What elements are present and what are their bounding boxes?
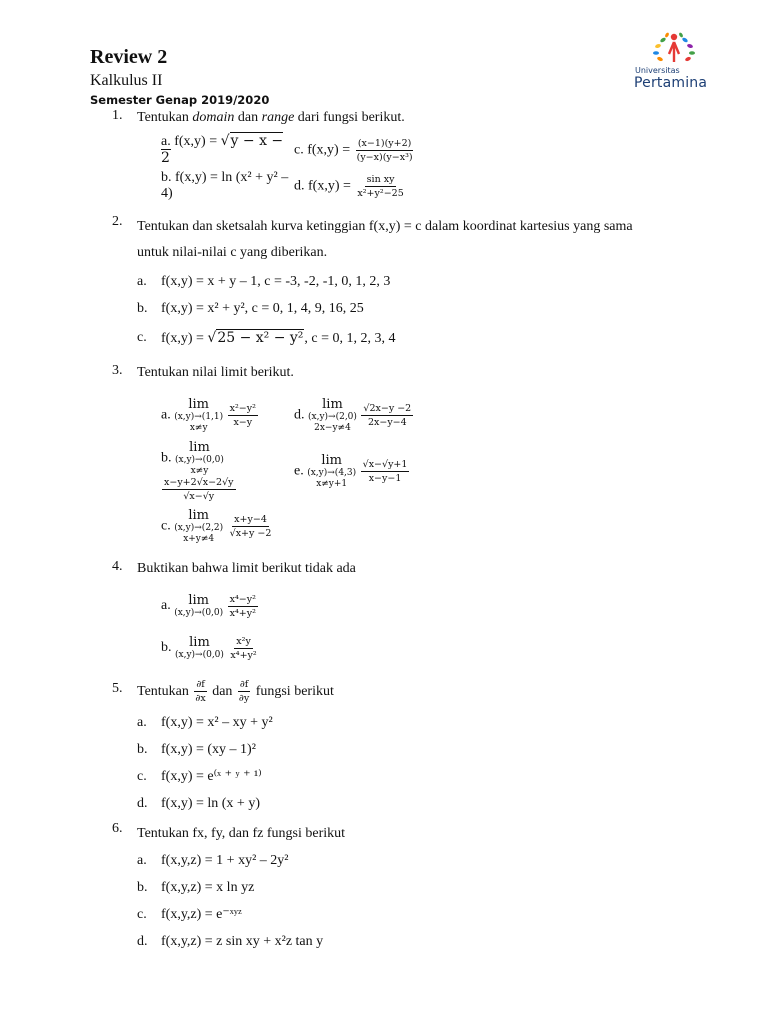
limit-point: (x,y)→(2,2) <box>174 522 224 533</box>
question-text: Tentukan domain dan range dari fungsi berikut. <box>137 110 405 125</box>
q3-item-d <box>294 397 414 434</box>
q4b-fraction <box>228 636 258 661</box>
q3-item-b <box>137 440 294 502</box>
item-label: b. <box>161 170 172 185</box>
q6b-expression: f(x,y,z) = x ln yz <box>161 880 255 895</box>
denominator: ∂x <box>195 693 206 705</box>
partial-y-fraction <box>237 679 251 704</box>
question-4 <box>112 559 712 669</box>
numerator: (x−1)(y+2) <box>357 137 412 149</box>
document-header <box>90 46 269 107</box>
limit-operator <box>174 397 223 434</box>
item-label: a. <box>137 715 147 730</box>
numerator: √x−√y+1 <box>362 458 408 470</box>
question-list <box>112 108 712 955</box>
numerator: √2x−y −2 <box>363 402 412 414</box>
limit-condition: x≠y <box>189 422 208 433</box>
q5a-expression: f(x,y) = x² – xy + y² <box>161 715 273 730</box>
denominator: 2x−y−4 <box>367 416 407 428</box>
q3-item-c <box>137 508 437 545</box>
q1c-fraction <box>355 138 415 163</box>
university-logo <box>634 32 714 96</box>
denominator: √x−√y <box>183 491 215 502</box>
q4-row-b <box>137 627 712 669</box>
q3-row-be <box>137 440 712 502</box>
item-label: d. <box>137 796 148 811</box>
item-label: d. <box>294 178 305 194</box>
q3-row-ad <box>137 387 712 443</box>
item-label: d. <box>294 407 305 423</box>
numerator: x−y+2√x−2√y <box>164 477 234 488</box>
numerator: x⁴−y² <box>229 593 256 605</box>
limit-operator <box>175 635 224 661</box>
item-label: b. <box>137 880 148 895</box>
item-label: a. <box>161 407 171 423</box>
item-label: b. <box>161 640 172 656</box>
limit-point: (x,y)→(4,3) <box>307 467 357 478</box>
numerator: x+y−4 <box>234 513 267 525</box>
item-label: e. <box>294 463 304 479</box>
denominator: (y−x)(y−x³) <box>356 151 413 163</box>
q1-item-c <box>294 138 416 163</box>
q5c-expression: f(x,y) = e⁽ˣ ⁺ ʸ ⁺ ¹⁾ <box>161 769 262 784</box>
limit-condition: 2x−y≠4 <box>314 422 351 433</box>
q6c-expression: f(x,y,z) = e⁻ˣʸᶻ <box>161 907 242 922</box>
page-title: Review 2 <box>90 46 168 68</box>
limit-operator <box>175 440 224 477</box>
q1-item-b <box>137 170 294 202</box>
q4-row-a <box>137 585 712 627</box>
q5b-expression: f(x,y) = (xy – 1)² <box>161 742 256 757</box>
numerator: sin xy <box>366 173 395 185</box>
item-label: a. <box>137 853 147 868</box>
numerator: ∂f <box>239 679 249 691</box>
q2c-sqrt: √25 − x² − y² <box>207 330 304 346</box>
q2c-lhs: f(x,y) = <box>161 331 204 346</box>
limit-condition: x+y≠4 <box>183 533 215 544</box>
denominator: √x+y −2 <box>229 527 272 539</box>
q3c-fraction <box>228 514 274 539</box>
question-5 <box>112 677 712 817</box>
numerator: x²−y² <box>229 402 256 414</box>
item-label: c. <box>137 907 147 922</box>
q1c-lhs: f(x,y) = <box>307 142 351 158</box>
q2-item-b <box>137 295 712 322</box>
q4-item-b <box>137 635 437 661</box>
lim-word: lim <box>188 396 209 412</box>
question-number: 5. <box>112 681 123 696</box>
numerator: x²y <box>236 635 251 647</box>
q3-item-a <box>137 397 294 434</box>
lim-word: lim <box>188 507 209 523</box>
lim-word: lim <box>189 635 210 650</box>
question-number: 4. <box>112 559 123 574</box>
item-label: c. <box>161 518 171 534</box>
item-label: c. <box>294 142 304 158</box>
item-label: c. <box>137 769 147 784</box>
item-label: b. <box>161 450 172 466</box>
q1a-sqrt: √y − x − 2 <box>161 133 284 166</box>
q1-item-a <box>137 133 294 167</box>
q1d-fraction <box>355 174 405 199</box>
q5-item-c <box>137 763 712 790</box>
q1a-radicand: y − x − 2 <box>161 133 284 166</box>
question-6 <box>112 821 712 955</box>
q3d-fraction <box>361 403 413 428</box>
logo-text-universitas: Universitas <box>635 66 680 75</box>
question-number: 1. <box>112 108 123 123</box>
q6d-expression: f(x,y,z) = z sin xy + x²z tan y <box>161 934 324 949</box>
question-text: Tentukan fx, fy, dan fz fungsi berikut <box>137 826 346 841</box>
question-number: 3. <box>112 363 123 378</box>
limit-operator <box>174 593 223 619</box>
q2b-expression: f(x,y) = x² + y², c = 0, 1, 4, 9, 16, 25 <box>161 301 364 316</box>
q2c-radicand: 25 − x² − y² <box>217 330 304 346</box>
numerator: ∂f <box>196 679 205 691</box>
question-text <box>137 677 712 707</box>
limit-point: (x,y)→(1,1) <box>174 411 224 422</box>
q5-item-d <box>137 790 712 817</box>
q2-item-c <box>137 322 712 355</box>
logo-figure-icon <box>634 32 714 66</box>
item-label: d. <box>137 934 148 949</box>
q1-row-ac <box>137 132 712 168</box>
q6-item-b <box>137 874 712 901</box>
q5-mid: dan <box>212 684 233 699</box>
q5-post: fungsi berikut <box>255 684 334 699</box>
limit-operator <box>174 508 223 545</box>
denominator: x−y <box>233 416 253 428</box>
q6a-expression: f(x,y,z) = 1 + xy² – 2y² <box>161 853 289 868</box>
item-label: a. <box>161 134 171 149</box>
q4-item-a <box>137 593 437 619</box>
denominator: x⁴+y² <box>230 649 257 661</box>
question-1 <box>112 108 712 204</box>
q6-item-d <box>137 928 712 955</box>
limit-point: (x,y)→(2,0) <box>308 411 357 422</box>
q1a-lhs: f(x,y) = <box>174 134 218 149</box>
q3-row-c <box>137 499 712 553</box>
question-text-line-1: Tentukan dan sketsalah kurva ketinggian f(x,y) = c dalam koordinat kartesius yang sama <box>137 219 633 234</box>
denominator: ∂y <box>238 693 250 705</box>
q5-pre: Tentukan <box>137 684 189 699</box>
lim-word: lim <box>188 593 209 608</box>
q5-item-b <box>137 736 712 763</box>
logo-text-pertamina: Pertamina <box>634 75 708 91</box>
limit-point: (x,y)→(0,0) <box>174 608 224 618</box>
item-label: b. <box>137 301 148 316</box>
q3-item-e <box>294 453 410 490</box>
lim-word: lim <box>322 396 343 412</box>
denominator: x−y−1 <box>368 472 402 484</box>
q1b-expression: f(x,y) = ln (x² + y² – 4) <box>161 170 289 201</box>
q3a-fraction <box>228 403 258 428</box>
q1-row-bd <box>137 168 712 204</box>
lim-word: lim <box>189 440 210 455</box>
limit-operator <box>307 453 356 490</box>
question-number: 6. <box>112 821 123 836</box>
q3e-fraction <box>361 459 410 484</box>
question-2 <box>112 214 712 355</box>
question-text: Tentukan nilai limit berikut. <box>137 365 294 380</box>
q5d-expression: f(x,y) = ln (x + y) <box>161 796 260 811</box>
question-text-line-2: untuk nilai-nilai c yang diberikan. <box>137 245 328 260</box>
lim-word: lim <box>321 452 342 468</box>
denominator: x²+y²−25 <box>357 187 404 199</box>
q2-item-a <box>137 268 712 295</box>
limit-operator <box>308 397 357 434</box>
denominator: x⁴+y² <box>229 607 256 619</box>
q6-item-c <box>137 901 712 928</box>
question-3 <box>112 363 712 553</box>
limit-condition: x≠y <box>190 466 209 476</box>
limit-condition: x≠y+1 <box>316 478 348 489</box>
question-text: Buktikan bahwa limit berikut tidak ada <box>137 561 356 576</box>
item-label: a. <box>137 274 147 289</box>
q1-item-d <box>294 174 407 199</box>
q2a-expression: f(x,y) = x + y – 1, c = -3, -2, -1, 0, 1, 2, 3 <box>161 274 391 289</box>
question-number: 2. <box>112 214 123 229</box>
q1d-lhs: f(x,y) = <box>308 178 351 194</box>
semester-label: Semester Genap 2019/2020 <box>90 93 270 107</box>
item-label: b. <box>137 742 148 757</box>
limit-point: (x,y)→(0,0) <box>175 455 224 465</box>
q5-item-a <box>137 709 712 736</box>
limit-point: (x,y)→(0,0) <box>175 650 224 660</box>
course-name: Kalkulus II <box>90 72 163 89</box>
item-label: c. <box>137 330 147 345</box>
q4a-fraction <box>228 594 258 619</box>
q6-item-a <box>137 847 712 874</box>
q2c-values: , c = 0, 1, 2, 3, 4 <box>304 331 396 346</box>
partial-x-fraction <box>193 679 207 704</box>
item-label: a. <box>161 598 171 614</box>
q3b-fraction <box>162 477 236 502</box>
